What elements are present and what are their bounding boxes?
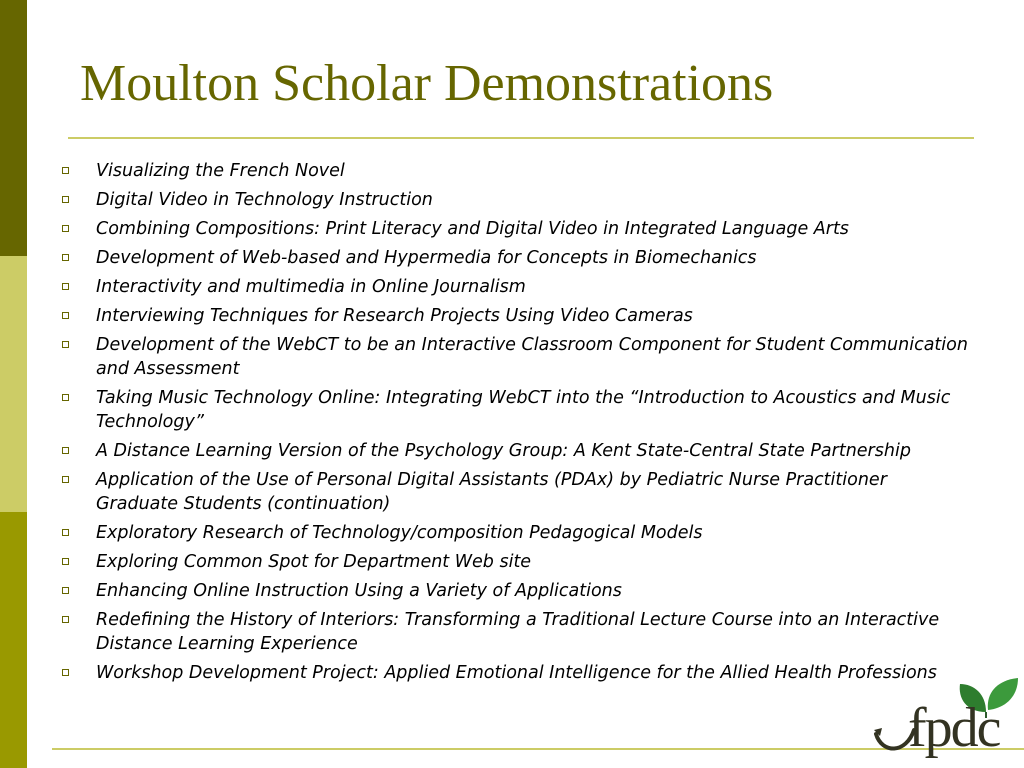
list-item-text: Redefining the History of Interiors: Transforming a Traditional Lecture Course into an Interactive Distance Learning Experience bbox=[96, 610, 940, 654]
slide-title: Moulton Scholar Demonstrations bbox=[80, 55, 774, 112]
list-item-text: Exploratory Research of Technology/composition Pedagogical Models bbox=[96, 523, 703, 543]
list-item bbox=[62, 579, 972, 603]
list-item bbox=[62, 275, 972, 299]
list-item-text: Digital Video in Technology Instruction bbox=[96, 190, 433, 210]
sidebar-segment-light bbox=[0, 256, 27, 512]
hollow-square-bullet-icon bbox=[62, 394, 69, 401]
sidebar-accent bbox=[0, 0, 27, 768]
list-item bbox=[62, 386, 972, 434]
hollow-square-bullet-icon bbox=[62, 529, 69, 536]
list-item-text: Interactivity and multimedia in Online Journalism bbox=[96, 277, 526, 297]
hollow-square-bullet-icon bbox=[62, 616, 69, 623]
hollow-square-bullet-icon bbox=[62, 225, 69, 232]
list-item bbox=[62, 661, 972, 685]
list-item-text: Interviewing Techniques for Research Projects Using Video Cameras bbox=[96, 306, 693, 326]
list-item bbox=[62, 217, 972, 241]
logo-text: fpdc bbox=[908, 697, 1000, 759]
hollow-square-bullet-icon bbox=[62, 447, 69, 454]
list-item bbox=[62, 188, 972, 212]
sidebar-segment-dark bbox=[0, 0, 27, 256]
list-item bbox=[62, 333, 972, 381]
sidebar-segment-mid bbox=[0, 512, 27, 768]
list-item-text: Combining Compositions: Print Literacy and Digital Video in Integrated Language Arts bbox=[96, 219, 849, 239]
list-item bbox=[62, 521, 972, 545]
list-item bbox=[62, 304, 972, 328]
title-divider bbox=[68, 137, 974, 139]
hollow-square-bullet-icon bbox=[62, 476, 69, 483]
hollow-square-bullet-icon bbox=[62, 312, 69, 319]
list-item-text: Taking Music Technology Online: Integrating WebCT into the “Introduction to Acoustics and Music Technology” bbox=[96, 388, 951, 432]
list-item bbox=[62, 550, 972, 574]
list-item-text: Application of the Use of Personal Digital Assistants (PDAx) by Pediatric Nurse Practitioner Graduate Students (continuation) bbox=[96, 470, 887, 514]
list-item-text: Development of Web-based and Hypermedia for Concepts in Biomechanics bbox=[96, 248, 757, 268]
list-item bbox=[62, 439, 972, 463]
list-item-text: Exploring Common Spot for Department Web site bbox=[96, 552, 532, 572]
list-item bbox=[62, 468, 972, 516]
list-item-text: Enhancing Online Instruction Using a Variety of Applications bbox=[96, 581, 622, 601]
hollow-square-bullet-icon bbox=[62, 558, 69, 565]
bullet-list bbox=[62, 159, 972, 690]
fpdc-logo bbox=[868, 672, 1024, 768]
list-item-text: Workshop Development Project: Applied Emotional Intelligence for the Allied Health Professions bbox=[96, 663, 937, 683]
list-item-text: Visualizing the French Novel bbox=[96, 161, 345, 181]
hollow-square-bullet-icon bbox=[62, 669, 69, 676]
hollow-square-bullet-icon bbox=[62, 167, 69, 174]
hollow-square-bullet-icon bbox=[62, 587, 69, 594]
hollow-square-bullet-icon bbox=[62, 196, 69, 203]
hollow-square-bullet-icon bbox=[62, 254, 69, 261]
list-item-text: Development of the WebCT to be an Interactive Classroom Component for Student Communication and Assessment bbox=[96, 335, 968, 379]
list-item bbox=[62, 246, 972, 270]
hollow-square-bullet-icon bbox=[62, 283, 69, 290]
list-item-text: A Distance Learning Version of the Psychology Group: A Kent State-Central State Partnership bbox=[96, 441, 911, 461]
list-item bbox=[62, 608, 972, 656]
hollow-square-bullet-icon bbox=[62, 341, 69, 348]
list-item bbox=[62, 159, 972, 183]
